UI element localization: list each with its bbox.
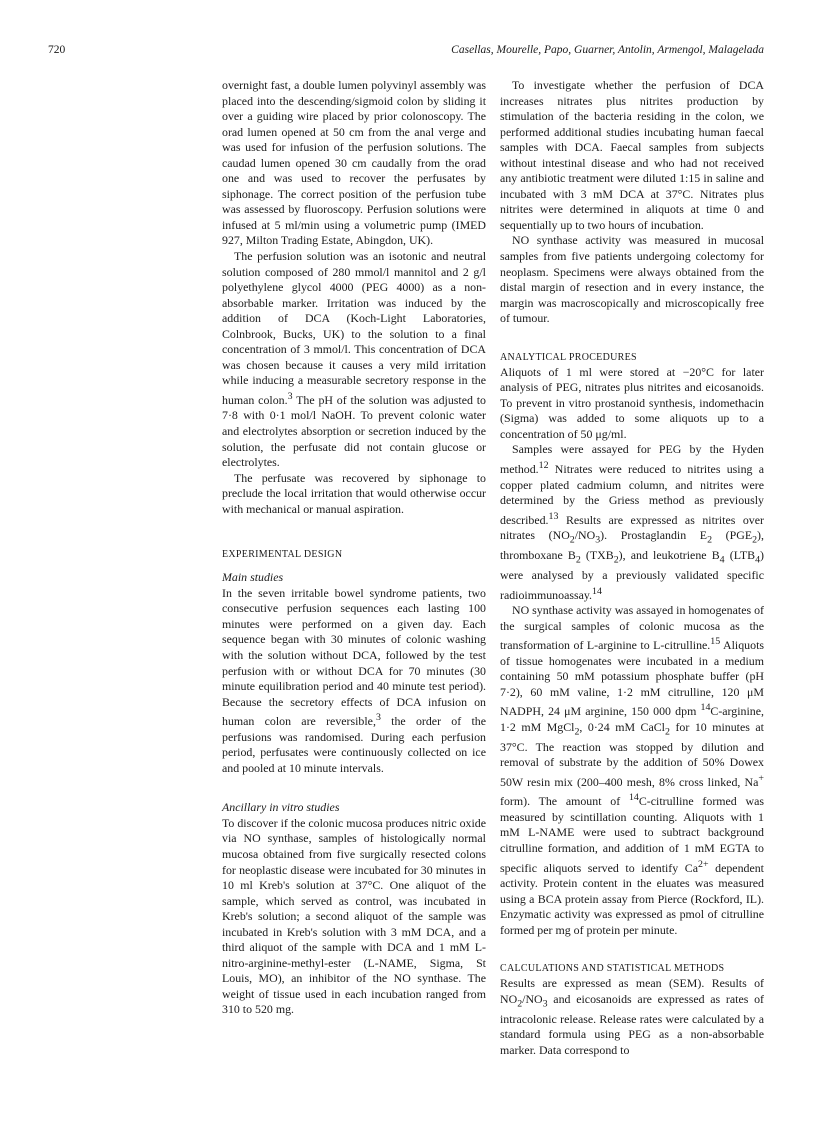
paragraph: Samples were assayed for PEG by the Hyden method.$^{12}$ Nitrates were reduced to nitrites using a copper plated cadmium column, and nitrites were determined by the Griess method as previously described.$^{13}$ Results are expressed as nitrites over nitrates $(NO_2/NO_3)$. Prostaglandin $E_2$ $(PGE_2)$, thromboxane $B_2$ $(TXB_2)$, and leukotriene $B_4$ $(LTB_4)$ were analysed by a previously validated specific radioimmunoassay.$^{14}$ <box>500 442 764 602</box>
paragraph: The perfusion solution was an isotonic and neutral solution composed of 280 mmol/l mannitol and 2 g/l polyethylene glycol 4000 (PEG 4000) as a non-absorbable marker. Irritation was induced by the addition of DCA (Koch-Light Laboratories, Colnbrook, Bucks, UK) to the solution to a final concentration of 3 mmol/l. This concentration of DCA was chosen because it causes a very mild irritation while inducing a measurable secretory response in the human colon.$^3$ The pH of the solution was adjusted to 7·8 with 0·1 mol/l NaOH. To prevent colonic water and electrolytes absorption or secretion induced by the solution, the perfusate did not contain glucose or electrolytes. <box>222 249 486 470</box>
section-heading: ANALYTICAL PROCEDURES <box>500 351 637 363</box>
left-column <box>222 78 486 1018</box>
running-head: Casellas, Mourelle, Papo, Guarner, Antolin, Armengol, Malagelada <box>451 44 764 56</box>
right-column <box>500 78 764 1058</box>
subsection-heading: Ancillary in vitro studies <box>222 800 340 815</box>
paragraph: To discover if the colonic mucosa produces nitric oxide via NO synthase, samples of histologically normal mucosa obtained from five surgically resected colons for neoplastic disease were incubated for 30 minutes in 10 ml Kreb's solution at 37°C. One aliquot of the sample, which served as control, was incubated in Kreb's solution; a second aliquot of the sample was incubated in Kreb's solution with 3 mM DCA, and a third aliquot of the sample with DCA and 1 mM L-nitro-arginine-methyl-ester (L-NAME, Sigma, St Louis, MO), an inhibitor of the NO synthase. The weight of tissue used in each incubation ranged from 310 to 520 mg. <box>222 815 486 1017</box>
paragraph: In the seven irritable bowel syndrome patients, two consecutive perfusion sequences each lasting 100 minutes were performed on a given day. Each sequence began with 30 minutes of colonic washing with the solution without DCA, followed by the test perfusion with or without DCA for 70 minutes (30 minute equilibration period and 40 minute test period). Because the secretory effects of DCA infusion on human colon are reversible,$^3$ the order of the perfusions was randomised. During each perfusion period, perfusates were continuously collected on ice and pooled at 10 minute intervals. <box>222 585 486 775</box>
paragraph: To investigate whether the perfusion of DCA increases nitrates plus nitrites production by stimulation of the bacteria residing in the colon, we performed additional studies incubating human faecal samples with DCA. Faecal samples from subjects without intestinal disease and who had not received any antibiotic treatment were diluted 1:15 in saline and incubated with 3 mM DCA at 37°C. Nitrates plus nitrites were determined in aliquots at time 0 and sequentially up to two hours of incubation. <box>500 78 764 232</box>
page-number: 720 <box>48 44 66 56</box>
paragraph: NO synthase activity was measured in mucosal samples from five patients undergoing colectomy for neoplasm. Specimens were always obtained from the distal margin of resection and in every instance, the margin was macroscopically and microscopically free of tumour. <box>500 233 764 326</box>
paragraph: Aliquots of 1 ml were stored at −20°C for later analysis of PEG, nitrates plus nitrites and eicosanoids. To prevent in vitro prostanoid synthesis, indomethacin (Sigma) was added to some aliquots up to a concentration of 50 μg/ml. <box>500 364 764 441</box>
paragraph: overnight fast, a double lumen polyvinyl assembly was placed into the descending/sigmoid colon by sliding it over a guiding wire placed by prior colonoscopy. The orad lumen opened at 50 cm from the anal verge and was used for infusion of the perfusion solutions. The caudad lumen opened 30 cm caudally from the orad one and was used to recover the perfusates by siphonage. The correct position of the perfusion tube was assessed by fluoroscopy. Perfusion solutions were infused at 5 ml/min using a volumetric pump (IMED 927, Milton Trading Estate, Abingdon, UK). <box>222 78 486 248</box>
section-heading: CALCULATIONS AND STATISTICAL METHODS <box>500 963 725 975</box>
paragraph: The perfusate was recovered by siphonage to preclude the local irritation that would otherwise occur with mechanical or manual aspiration. <box>222 470 486 516</box>
paragraph: Results are expressed as mean (SEM). Results of $NO_2/NO_3$ and eicosanoids are expressed as rates of intracolonic release. Release rates were calculated by a standard formula using PEG as a non-absorbable marker. Data correspond to <box>500 976 764 1057</box>
subsection-heading: Main studies <box>222 570 284 585</box>
paragraph: NO synthase activity was assayed in homogenates of the surgical samples of colonic mucosa as the transformation of L-arginine to L-citrulline.$^{15}$ Aliquots of tissue homogenates were incubated in a medium containing 50 mM potassium phosphate buffer (pH 7·2), 60 mM valine, 1·2 mM citrulline, 120 μM NADPH, 24 μM arginine, 150 000 dpm $^{14}$C-arginine, 1·2 mM MgCl$_2$, 0·24 mM CaCl$_2$ for 10 minutes at 37°C. The reaction was stopped by dilution and removal of substrate by the addition of 50% Dowex 50W resin mix (200–400 mesh, 8% cross linked, Na+ form). The amount of $^{14}$C-citrulline formed was measured by scintillation counting. Aliquots with 1 mM L-NAME were used to subtract background citrulline formation, and addition of 1 mM EGTA to specific aliquots served to identify $Ca^{2+}$ dependent activity. Protein content in the eluates was measured using a BCA protein assay from Pierce (Rockford, IL). Enzymatic activity was expressed as pmol of citrulline formed per mg of protein per minute. <box>500 603 765 937</box>
section-heading: EXPERIMENTAL DESIGN <box>222 549 343 561</box>
